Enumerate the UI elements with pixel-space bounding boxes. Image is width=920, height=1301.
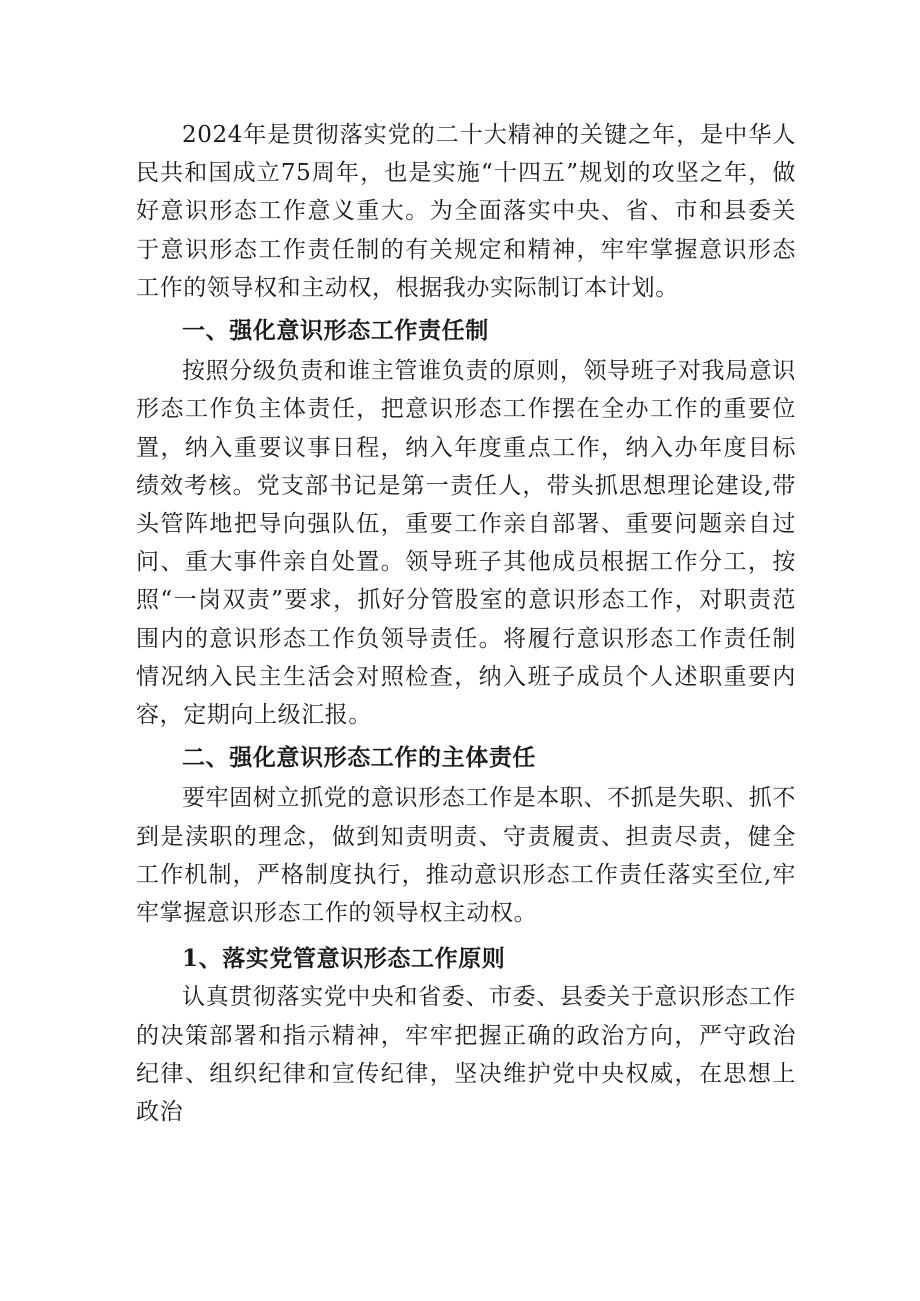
subsection-1-heading: 1、落实党管意识形态工作原则 — [182, 945, 506, 973]
section-1-heading: 一、强化意识形态工作责任制 — [182, 318, 489, 345]
section-2-heading: 二、强化意识形态工作的主体责任 — [182, 745, 536, 772]
section-1-paragraph: 按照分级负责和谁主管谁负责的原则，领导班子对我局意识形态工作负主体责任，把意识形态工作摆在全办工作的重要位置，纳入重要议事日程，纳入年度重点工作，纳入办年度目标绩效考核。党支部书记是第一责任人，带头抓思想理论建设,带头管阵地把导向强队伍，重要工作亲自部署、重要问题亲自过问、重大事件亲自处置。领导班子其他成员根据工作分工，按照“一岗双责”要求，抓好分管股室的意识形态工作，对职责范围内的意识形态工作负领导责任。将履行意识形态工作责任制情况纳入民主生活会对照检查，纳入班子成员个人述职重要内容，定期向上级汇报。 — [136, 358, 796, 729]
section-2-paragraph: 要牢固树立抓党的意识形态工作是本职、不抓是失职、抓不到是渎职的理念，做到知责明责、守责履责、担责尽责，健全工作机制，严格制度执行，推动意识形态工作责任落实至位,牢牢掌握意识形态工作的领导权主动权。 — [136, 785, 796, 927]
subsection-1-paragraph: 认真贯彻落实党中央和省委、市委、县委关于意识形态工作的决策部署和指示精神，牢牢把握正确的政治方向，严守政治纪律、组织纪律和宣传纪律，坚决维护党中央权威，在思想上政治 — [136, 984, 796, 1126]
intro-paragraph: 2024年是贯彻落实党的二十大精神的关键之年，是中华人民共和国成立75周年，也是实施“十四五”规划的攻坚之年，做好意识形态工作意义重大。为全面落实中央、省、市和县委关于意识形态工作责任制的有关规定和精神，牢牢掌握意识形态工作的领导权和主动权，根据我办实际制订本计划。 — [136, 122, 796, 301]
document-page — [136, 116, 796, 1131]
